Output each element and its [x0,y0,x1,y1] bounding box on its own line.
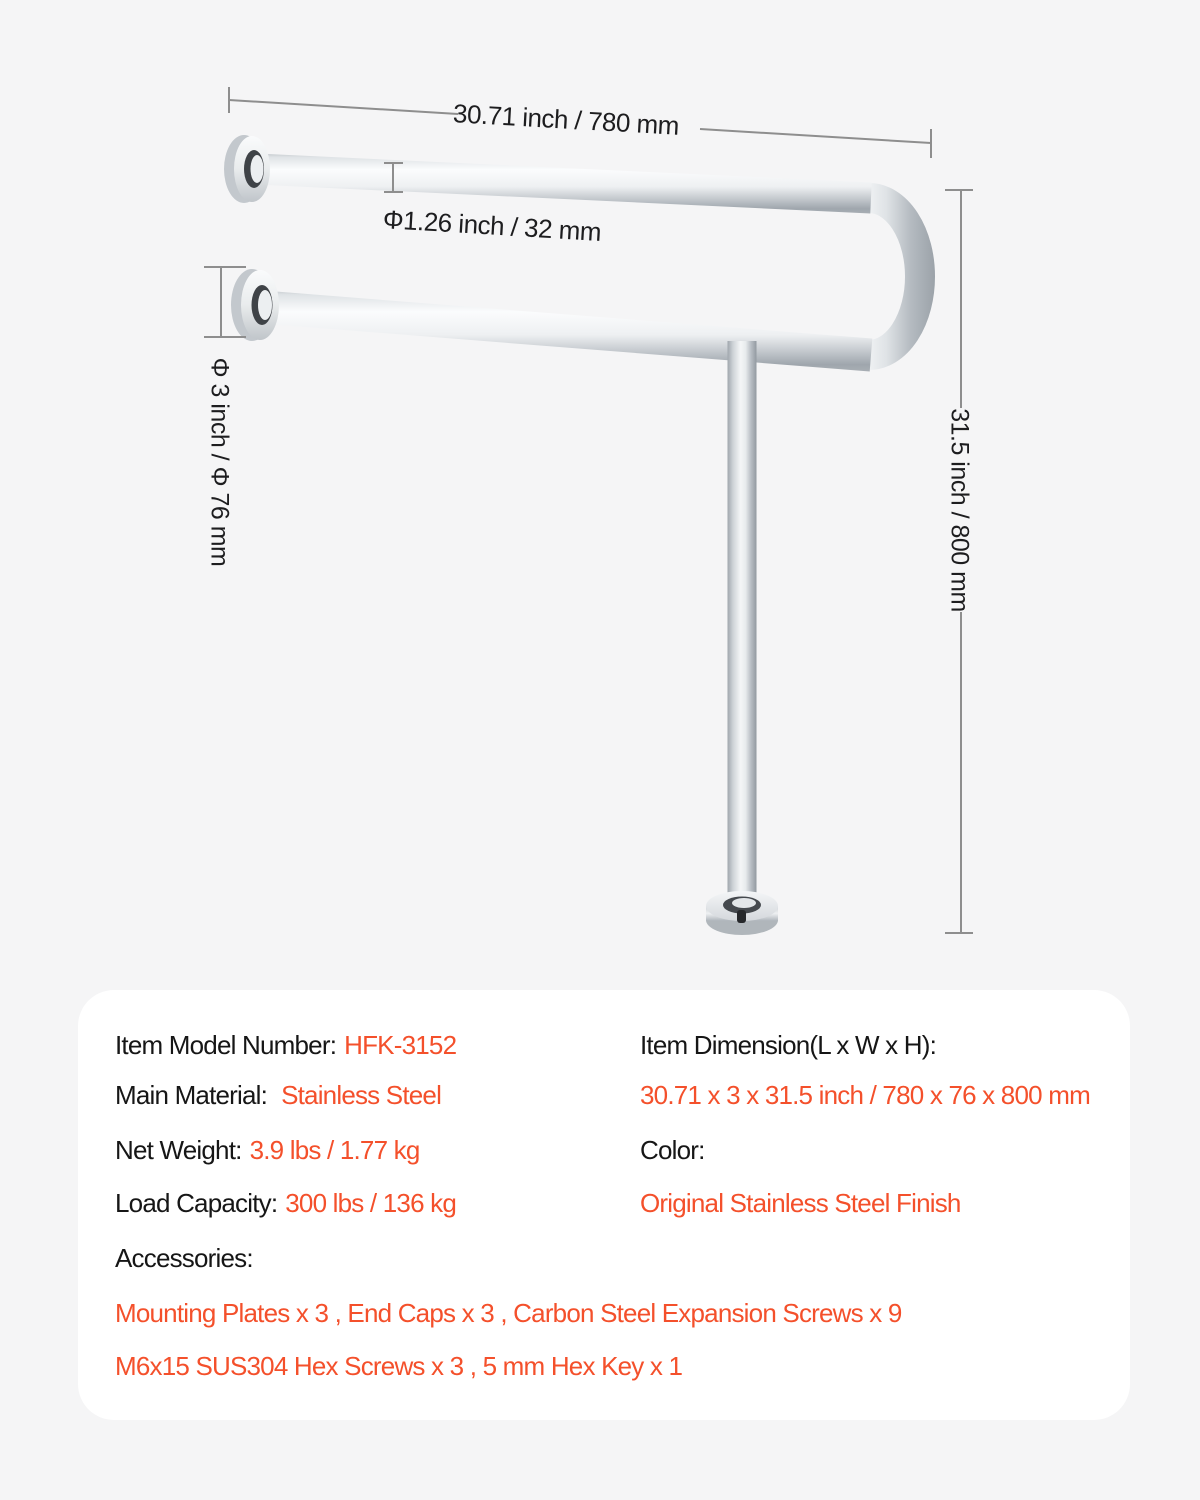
model-number-label: Item Model Number: [115,1030,337,1060]
weight-row [115,1133,420,1167]
floor-flange [706,891,778,935]
item-dimension-value: 30.71 x 3 x 31.5 inch / 780 x 76 x 800 mm [640,1080,1090,1110]
item-dimension-label: Item Dimension(L x W x H): [640,1030,937,1060]
length-dimension-label: 30.71 inch / 780 mm [452,98,680,141]
item-dimension-label-row [640,1028,936,1062]
dimension-lines [204,87,973,933]
weight-value: 3.9 lbs / 1.77 kg [249,1135,420,1165]
height-dimension-label: 31.5 inch / 800 mm [945,408,974,612]
accessories-label: Accessories: [115,1243,253,1273]
color-label-row [640,1133,705,1167]
model-number-row [115,1028,456,1062]
load-capacity-row [115,1186,456,1220]
weight-label: Net Weight: [115,1135,242,1165]
material-label: Main Material: [115,1080,268,1110]
load-capacity-value: 300 lbs / 136 kg [285,1188,457,1218]
flange-diameter-label: Φ 3 inch / Φ 76 mm [205,357,234,567]
wall-flange-top [224,135,270,203]
model-number-value: HFK-3152 [344,1030,457,1060]
wall-flange-bottom [231,269,279,341]
material-row [115,1078,441,1112]
load-capacity-label: Load Capacity: [115,1188,278,1218]
grab-bar-tube [256,169,920,355]
material-value: Stainless Steel [281,1080,442,1110]
accessories-line-1: Mounting Plates x 3 , End Caps x 3 , Carbon Steel Expansion Screws x 9 [115,1298,902,1328]
color-value: Original Stainless Steel Finish [640,1188,961,1218]
accessories-label-row [115,1241,253,1275]
color-label: Color: [640,1135,705,1165]
tube-diameter-label: Φ1.26 inch / 32 mm [382,204,602,247]
spec-card [78,990,1130,1420]
accessories-line-2: M6x15 SUS304 Hex Screws x 3 , 5 mm Hex Key x 1 [115,1351,683,1381]
